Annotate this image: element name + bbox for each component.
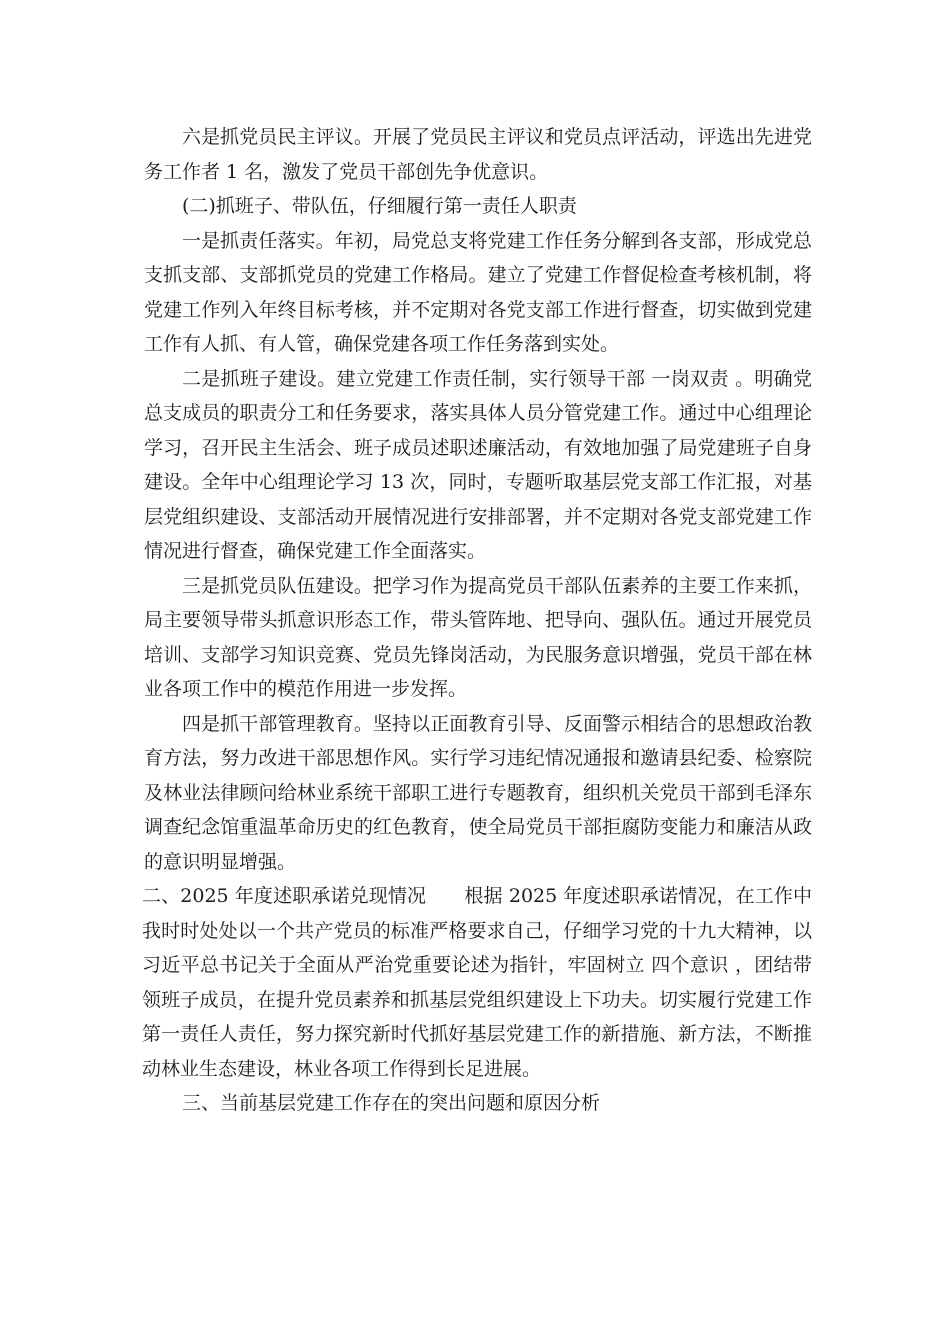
section-heading-problems: 三、当前基层党建工作存在的突出问题和原因分析 [182,1092,601,1114]
section-heading-team-building: (二)抓班子、带队伍，仔细履行第一责任人职责 [182,195,577,217]
document-body [144,120,812,1121]
paragraph-democratic-evaluation: 六是抓党员民主评议。开展了党员民主评议和党员点评活动，评选出先进党务工作者 1 名，激发了党员干部创先争优意识。 [144,126,812,183]
paragraph-cadre-education: 四是抓干部管理教育。坚持以正面教育引导、反面警示相结合的思想政治教育方法，努力改进干部思想作风。实行学习违纪情况通报和邀请县纪委、检察院及林业法律顾问给林业系统干部职工进行专题教育，组织机关党员干部到毛泽东调查纪念馆重温革命历史的红色教育，使全局党员干部拒腐防变能力和廉洁从政的意识明显增强。 [144,712,812,873]
paragraph-commitment-report: 二、2025 年度述职承诺兑现情况 根据 2025 年度述职承诺情况，在工作中我时时处处以一个共产党员的标准严格要求自己，仔细学习党的十九大精神，以习近平总书记关于全面从严治党重要论述为指针，牢固树立 四个意识 ，团结带领班子成员，在提升党员素养和抓基层党组织建设上下功夫。切实履行党建工作第一责任人责任，努力探究新时代抓好基层党建工作的新措施、新方法，不断推动林业生态建设，林业各项工作得到长足进展。 [142,885,812,1080]
paragraph-team-construction: 二是抓班子建设。建立党建工作责任制，实行领导干部 一岗双责 。明确党总支成员的职责分工和任务要求，落实具体人员分管党建工作。通过中心组理论学习，召开民主生活会、班子成员述职述廉活动，有效地加强了局党建班子自身建设。全年中心组理论学习 13 次，同时，专题听取基层党支部工作汇报，对基层党组织建设、支部活动开展情况进行安排部署，并不定期对各党支部党建工作情况进行督查，确保党建工作全面落实。 [144,367,812,562]
paragraph-member-team: 三是抓党员队伍建设。把学习作为提高党员干部队伍素养的主要工作来抓，局主要领导带头抓意识形态工作，带头管阵地、把导向、强队伍。通过开展党员培训、支部学习知识竞赛、党员先锋岗活动，为民服务意识增强，党员干部在林业各项工作中的模范作用进一步发挥。 [144,574,812,700]
paragraph-responsibility: 一是抓责任落实。年初，局党总支将党建工作任务分解到各支部，形成党总支抓支部、支部抓党员的党建工作格局。建立了党建工作督促检查考核机制，将党建工作列入年终目标考核，并不定期对各党支部工作进行督查，切实做到党建工作有人抓、有人管，确保党建各项工作任务落到实处。 [144,229,812,355]
